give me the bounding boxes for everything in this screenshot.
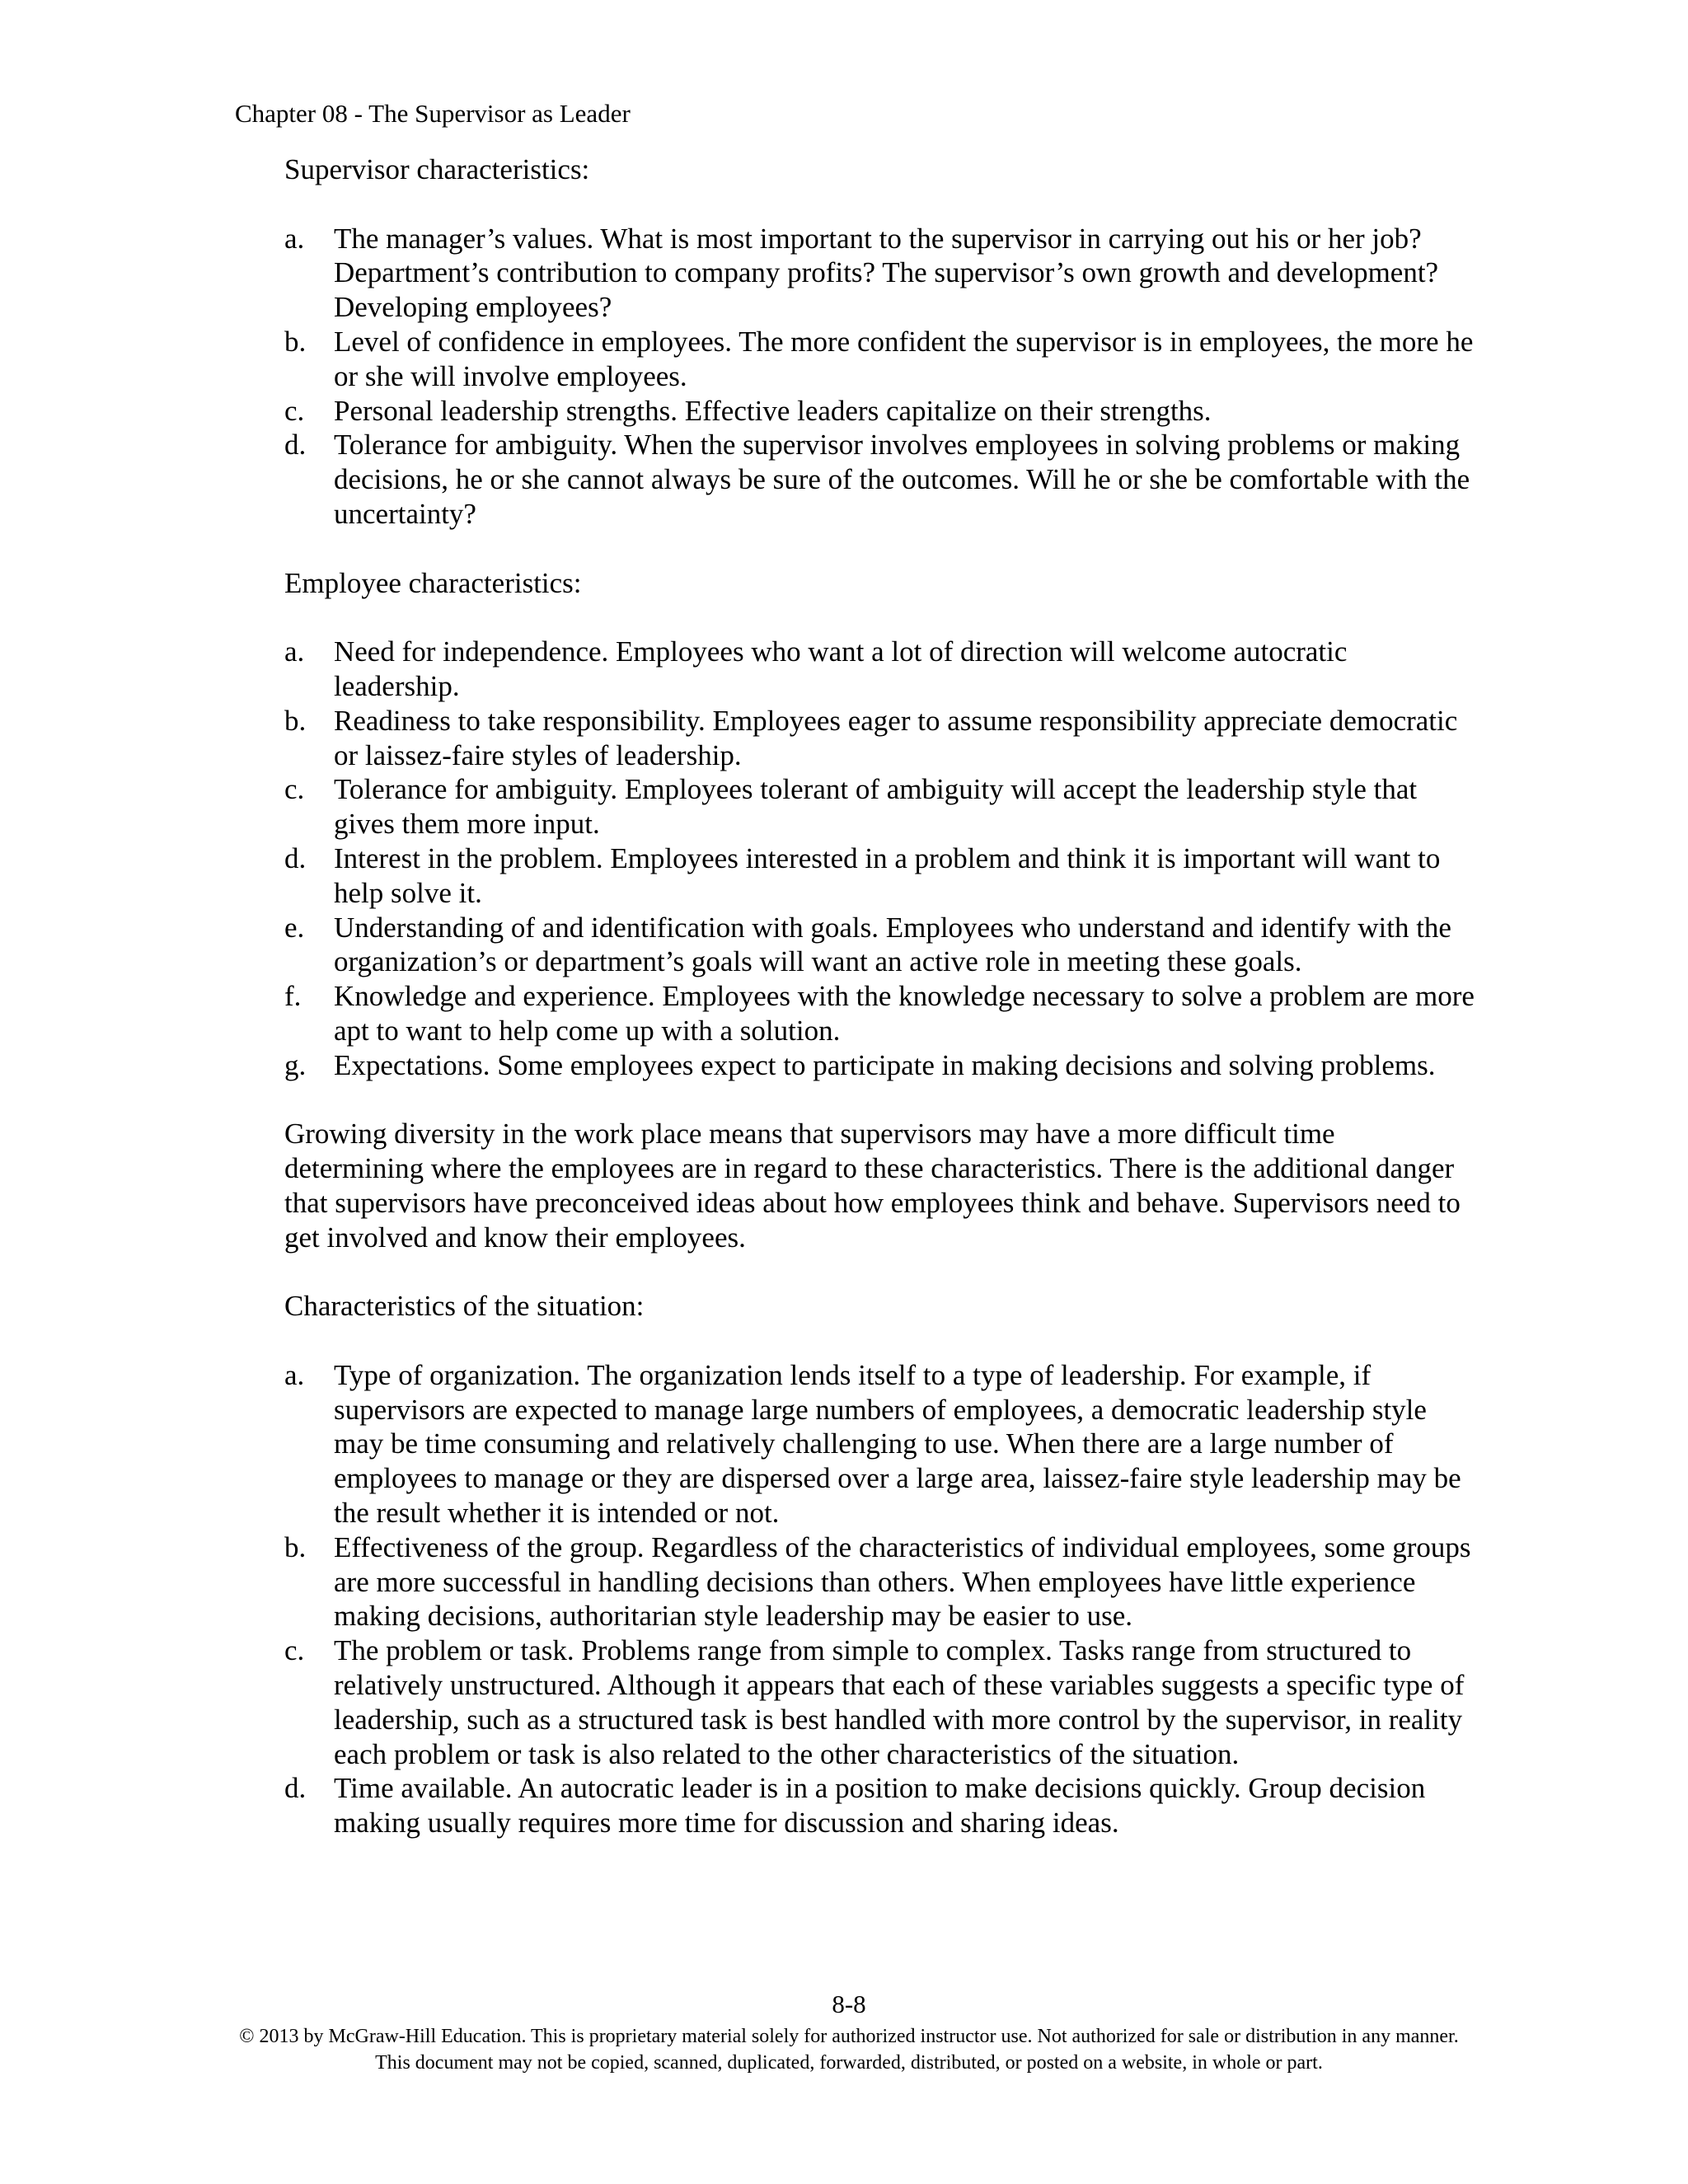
spacer — [284, 532, 1479, 566]
list-item-text: Time available. An autocratic leader is in a position to make decisions quickly. Group decision making usually requires more time for discussion and sharing ideas. — [334, 1772, 1426, 1840]
list-item-text: Effectiveness of the group. Regardless of the characteristics of individual employees, some groups are more successful in handling decisions than others. When employees have little experience making decisions, authoritarian style leadership may be easier to use. — [334, 1530, 1471, 1633]
list-item-text: Understanding of and identification with goals. Employees who understand and identify with the organization’s or department’s goals will want an active role in meeting these goals. — [334, 911, 1451, 978]
list-marker: c. — [284, 773, 305, 806]
list-marker: e. — [284, 911, 305, 944]
list-marker: d. — [284, 429, 307, 462]
list-item — [284, 1358, 1479, 1530]
spacer — [284, 1255, 1479, 1290]
list-item — [284, 1048, 1479, 1083]
list-item — [284, 428, 1479, 531]
section-title-supervisor: Supervisor characteristics: — [284, 153, 590, 185]
list-item-text: Tolerance for ambiguity. When the supervisor involves employees in solving problems or making decisions, he or she cannot always be sure of the outcomes. Will he or she be comfortable with the uncertainty? — [334, 429, 1470, 530]
list-item — [284, 911, 1479, 980]
list-marker: a. — [284, 635, 305, 668]
list-item — [284, 325, 1479, 394]
list-item-text: The manager’s values. What is most important to the supervisor in carrying out his or her job? Department’s contribution to company profits? The supervisor’s own growth and development? Developing employees? — [334, 222, 1439, 324]
list-marker: c. — [284, 394, 305, 427]
list-marker: a. — [284, 222, 305, 255]
list-item-text: Type of organization. The organization lends itself to a type of leadership. For example, if supervisors are expected to manage large numbers of employees, a democratic leadership style may be time consuming and relatively challenging to use. When there are a large number of employees to manage or they are dispersed over a large area, laissez-faire style leadership may be the result whether it is intended or not. — [334, 1358, 1461, 1530]
list-marker: d. — [284, 841, 307, 874]
page-footer — [223, 1988, 1475, 2076]
list-marker: b. — [284, 704, 307, 737]
list-item-text: Expectations. Some employees expect to participate in making decisions and solving problems. — [334, 1048, 1436, 1081]
list-item-text: Need for independence. Employees who want a lot of direction will welcome autocratic leadership. — [334, 635, 1348, 702]
list-item-text: Tolerance for ambiguity. Employees tolerant of ambiguity will accept the leadership style that gives them more input. — [334, 773, 1418, 841]
spacer — [284, 1083, 1479, 1118]
list-item-text: Interest in the problem. Employees interested in a problem and think it is important will want to help solve it. — [334, 841, 1441, 909]
document-body — [284, 152, 1479, 1840]
list-item — [284, 772, 1479, 841]
list-item-text: Knowledge and experience. Employees with the knowledge necessary to solve a problem are more apt to want to help come up with a solution. — [334, 980, 1475, 1047]
list-marker: b. — [284, 325, 307, 358]
list-item — [284, 841, 1479, 911]
supervisor-characteristics-list — [284, 222, 1479, 532]
situation-characteristics-list — [284, 1358, 1479, 1840]
list-item — [284, 704, 1479, 773]
list-item — [284, 1771, 1479, 1840]
list-marker: f. — [284, 980, 302, 1013]
list-marker: b. — [284, 1530, 307, 1563]
page-number: 8-8 — [832, 1990, 866, 2018]
list-item-text: Readiness to take responsibility. Employees eager to assume responsibility appreciate democratic or laissez-faire styles of leadership. — [334, 704, 1458, 771]
list-item — [284, 635, 1479, 704]
section-title-situation: Characteristics of the situation: — [284, 1290, 645, 1323]
diversity-paragraph: Growing diversity in the work place means that supervisors may have a more difficult time determining where the employees are in regard to these characteristics. There is the additional danger that supervisors have preconceived ideas about how employees think and behave. Supervisors need to get involved and know their employees. — [284, 1118, 1461, 1254]
list-item — [284, 1530, 1479, 1633]
spacer — [284, 187, 1479, 222]
list-item-text: Level of confidence in employees. The more confident the supervisor is in employees, the more he or she will involve employees. — [334, 325, 1474, 392]
list-item-text: The problem or task. Problems range from simple to complex. Tasks range from structured to relatively unstructured. Although it appears that each of these variables suggests a specific type of leadership, such as a structured task is best handled with more control by the supervisor, in reality each problem or task is also related to the other characteristics of the situation. — [334, 1634, 1465, 1770]
spacer — [284, 1324, 1479, 1358]
list-item — [284, 394, 1479, 429]
chapter-header: Chapter 08 - The Supervisor as Leader — [235, 99, 631, 128]
list-item-text: Personal leadership strengths. Effective leaders capitalize on their strengths. — [334, 394, 1212, 427]
section-title-employee: Employee characteristics: — [284, 566, 582, 599]
employee-characteristics-list — [284, 635, 1479, 1082]
list-item — [284, 979, 1479, 1048]
list-item — [284, 1633, 1479, 1771]
spacer — [284, 600, 1479, 635]
list-item — [284, 222, 1479, 325]
list-marker: d. — [284, 1772, 307, 1805]
list-marker: c. — [284, 1634, 305, 1667]
list-marker: g. — [284, 1048, 307, 1081]
list-marker: a. — [284, 1358, 305, 1391]
copyright-notice: © 2013 by McGraw-Hill Education. This is proprietary material solely for authorized instructor use. Not authorized for sale or distribution in any manner. This document may not be copied, scanned, duplicated, forwarded, distributed, or posted on a website, in whole or part. — [239, 2026, 1459, 2074]
